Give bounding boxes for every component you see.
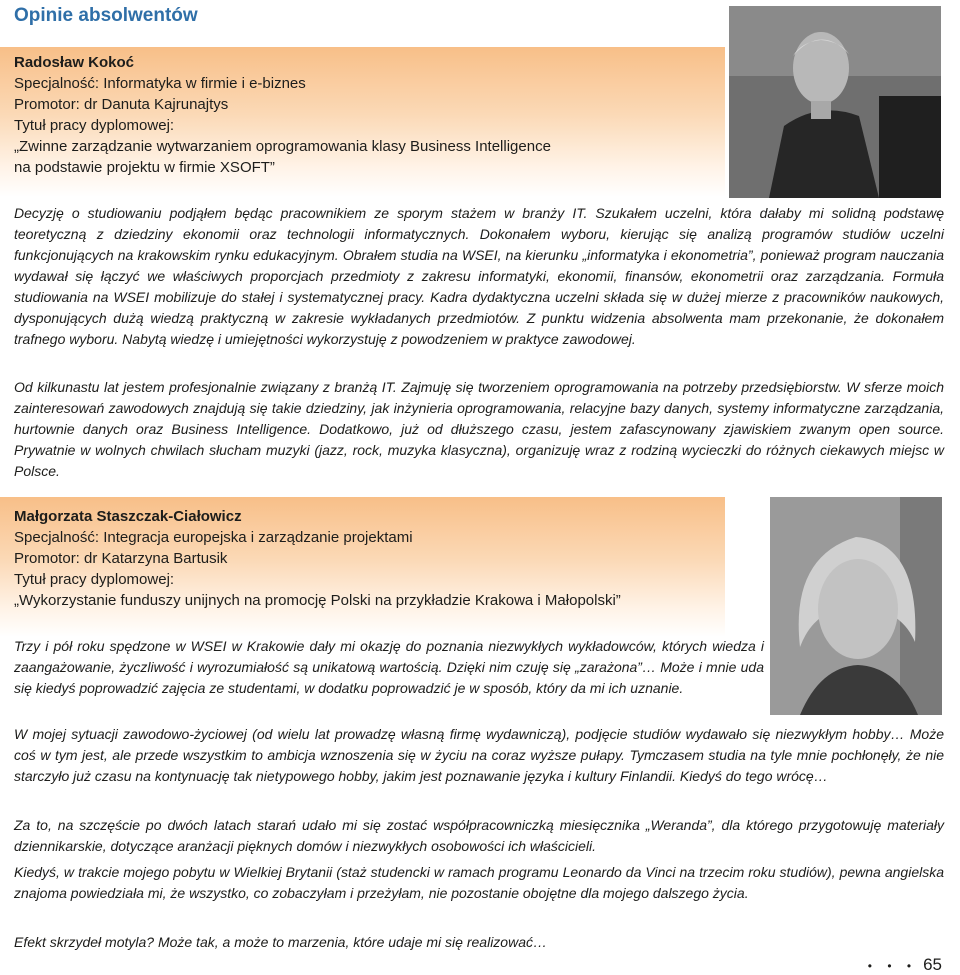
graduate-2-paragraph-3: Za to, na szczęście po dwóch latach starań udało mi się zostać współpracowniczką miesięcznika „Weranda”, dla którego przygotowuję materiały dziennikarskie, dotyczące aranżacji pięknych domów i niezwykłych osobowości ich właścicieli. <box>14 817 944 854</box>
graduate-2-thesis-label: Tytuł pracy dyplomowej: <box>14 571 175 588</box>
graduate-2-name: Małgorzata Staszczak-Ciałowicz <box>14 508 242 525</box>
graduate-1-paragraph-1: Decyzję o studiowaniu podjąłem będąc pracownikiem ze sporym stażem w branży IT. Szukałem uczelni, która dałaby mi solidną podstawę teoretyczną z dziedziny ekonomii oraz technologii informatycznych. Dokonałem wyboru, kierując się analizą programów studiów uczelni funkcjonujących na krakowskim rynku edukacyjnym. Obrałem studia na WSEI, na kierunku „informatyka i ekonometria”, ponieważ program nauczania wydawał się łączyć we właściwych proporcjach przedmioty z zakresu informatyki, ekonomii, finansów, ekonometrii oraz zarządzania. Formuła studiowania na WSEI mobilizuje do stałej i systematycznej pracy. Kadra dydaktyczna uczelni składa się w dużej mierze z pracowników naukowych, dysponujących dużą wiedzą praktyczną w zakresie wykładanych przedmiotów. Z punktu widzenia absolwenta mam przekonanie, że dokonałem trafnego wyboru. Nabytą wiedzę i umiejętności wykorzystuję z powodzeniem w praktyce zawodowej. <box>14 205 944 347</box>
graduate-1-thesis-line1: „Zwinne zarządzanie wytwarzaniem oprogramowania klasy Business Intelligence <box>14 138 551 155</box>
graduate-1-thesis-line2: na podstawie projektu w firmie XSOFT” <box>14 159 275 176</box>
graduate-2-paragraph-2: W mojej sytuacji zawodowo-życiowej (od wielu lat prowadzę własną firmę wydawniczą), podjęcie studiów wydawało się niezwykłym hobby… Może coś w tym jest, ale przede wszystkim to ambicja wznoszenia się w życiu na coraz wyższe pułapy. Tymczasem studia na tyle mnie pochłonęły, że nie starczyło już czasu na kontynuację tak nietypowego hobby, jakim jest poznawanie języka i kultury Finlandii. Kiedyś do tego wrócę… <box>14 726 944 784</box>
page-dots: • • • <box>867 959 918 973</box>
page-title: Opinie absolwentów <box>14 5 198 26</box>
graduate-1-photo <box>729 6 941 198</box>
man-portrait-image <box>729 6 941 198</box>
graduate-1-specialty: Specjalność: Informatyka w firmie i e-biznes <box>14 75 306 92</box>
graduate-2-thesis-line1: „Wykorzystanie funduszy unijnych na promocję Polski na przykładzie Krakowa i Małopolski” <box>14 592 621 609</box>
graduate-1-promoter: Promotor: dr Danuta Kajrunajtys <box>14 96 229 113</box>
graduate-1-name: Radosław Kokoć <box>14 54 135 71</box>
graduate-1-thesis-label: Tytuł pracy dyplomowej: <box>14 117 175 134</box>
graduate-2-paragraph-5: Efekt skrzydeł motyla? Może tak, a może to marzenia, które udaje mi się realizować… <box>14 934 547 950</box>
graduate-2-specialty: Specjalność: Integracja europejska i zarządzanie projektami <box>14 529 413 546</box>
graduate-2-paragraph-1: Trzy i pół roku spędzone w WSEI w Krakowie dały mi okazję do poznania niezwykłych wykładowców, których wiedza i zaangażowanie, życzliwość i wyrozumiałość są unikatową wartością. Dzięki nim czuję się „zarażona”… Może i mnie uda się kiedyś poprowadzić zajęcia ze studentami, w dodatku poprowadzić je w sposób, który da mi ich uznanie. <box>14 638 764 696</box>
graduate-2-info <box>14 506 621 611</box>
woman-portrait-image <box>770 497 942 715</box>
graduate-2-paragraph-4: Kiedyś, w trakcie mojego pobytu w Wielkiej Brytanii (staż studencki w ramach programu Leonardo da Vinci na trzecim roku studiów), pewna angielska znajoma powiedziała mi, że wszystko, co zobaczyłam i przeżyłam, nie pozostanie obojętne dla mojego dalszego życia. <box>14 864 944 901</box>
page-number-value: 65 <box>923 955 942 974</box>
page-number <box>868 955 942 975</box>
graduate-2-promoter: Promotor: dr Katarzyna Bartusik <box>14 550 228 567</box>
graduate-2-photo <box>770 497 942 715</box>
graduate-1-paragraph-2: Od kilkunastu lat jestem profesjonalnie związany z branżą IT. Zajmuję się tworzeniem oprogramowania na potrzeby przedsiębiorstw. W sferze moich zainteresowań zawodowych znajdują się takie dziedziny, jak inżynieria oprogramowania, relacyjne bazy danych, systemy informatyczne zarządzania, hurtownie danych oraz Business Intelligence. Dodatkowo, już od dłuższego czasu, jestem zafascynowany zjawiskiem zwanym open source. Prywatnie w wolnych chwilach słucham muzyki (jazz, rock, muzyka klasyczna), organizuję wraz z rodziną wycieczki do różnych ciekawych miejsc w Polsce. <box>14 379 944 479</box>
graduate-1-info <box>14 52 551 178</box>
